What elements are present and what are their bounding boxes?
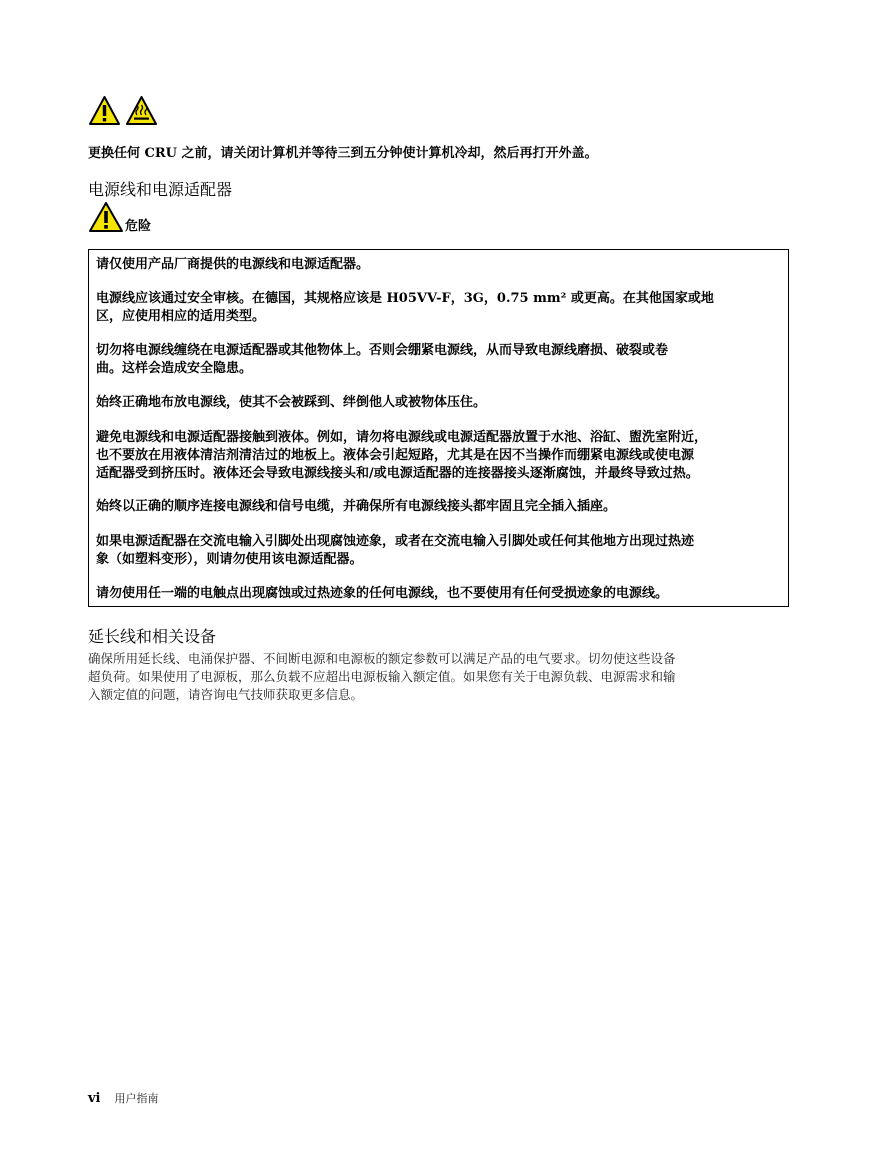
body-line: 超负荷。如果使用了电源板，那么负载不应超出电源板输入额定值。如果您有关于电源负载、电源需求和输 — [88, 669, 676, 684]
paragraph-line: 如果电源适配器在交流电输入引脚处出现腐蚀迹象，或者在交流电输入引脚处或任何其他地方出现过热迹 — [96, 534, 695, 549]
danger-label: 危险 — [125, 219, 152, 234]
body-line: 入额定值的问题，请咨询电气技师获取更多信息。 — [88, 687, 364, 702]
danger-paragraph — [96, 394, 786, 412]
paragraph-line: 始终正确地布放电源线，使其不会被踩到、绊倒他人或被物体压住。 — [96, 395, 487, 410]
paragraph-line: 请勿使用任一端的电触点出现腐蚀或过热迹象的任何电源线，也不要使用有任何受损迹象的电源线。 — [96, 586, 669, 601]
paragraph-line: 请仅使用产品厂商提供的电源线和电源适配器。 — [96, 257, 370, 272]
danger-paragraph — [96, 498, 786, 516]
danger-paragraph — [96, 342, 786, 378]
danger-paragraph — [96, 290, 786, 326]
danger-notice — [88, 201, 151, 237]
paragraph-line: 曲。这样会造成安全隐患。 — [96, 361, 253, 376]
danger-paragraph — [96, 533, 786, 569]
warning-triangle-icon — [88, 201, 124, 237]
paragraph-line: 象（如塑料变形），则请勿使用该电源适配器。 — [96, 552, 363, 567]
paragraph-line: 也不要放在用液体清洁剂清洁过的地板上。液体会引起短路，尤其是在因不当操作而绷紧电源线或使电源 — [96, 448, 695, 463]
page-footer — [88, 1090, 159, 1106]
paragraph-line: 避免电源线和电源适配器接触到液体。例如，请勿将电源线或电源适配器放置于水池、浴缸、盥洗室附近， — [96, 430, 708, 445]
paragraph-line: 区，应使用相应的适用类型。 — [96, 309, 266, 324]
paragraph-line: 电源线应该通过安全审核。在德国，其规格应该是 H05VV-F，3G，0.75 mm² 或更高。在其他国家或地 — [96, 291, 714, 306]
extension-section-body — [88, 650, 793, 704]
paragraph-line: 切勿将电源线缠绕在电源适配器或其他物体上。否则会绷紧电源线，从而导致电源线磨损、破裂或卷 — [96, 343, 669, 358]
danger-paragraph — [96, 429, 786, 483]
paragraph-line: 适配器受到挤压时。液体还会导致电源线接头和/或电源适配器的连接器接头逐渐腐蚀，并最终导致过热。 — [96, 466, 699, 481]
power-section-heading: 电源线和电源适配器 — [88, 180, 233, 199]
warning-triangle-icon — [88, 95, 121, 127]
danger-paragraph — [96, 256, 786, 274]
danger-paragraph — [96, 585, 786, 603]
cru-warning-text: 更换任何 CRU 之前，请关闭计算机并等待三到五分钟使计算机冷却，然后再打开外盖。 — [88, 146, 598, 161]
paragraph-line: 始终以正确的顺序连接电源线和信号电缆，并确保所有电源线接头都牢固且完全插入插座。 — [96, 499, 617, 514]
body-line: 确保所用延长线、电涌保护器、不间断电源和电源板的额定参数可以满足产品的电气要求。切勿使这些设备 — [88, 651, 676, 666]
guide-name: 用户指南 — [114, 1092, 159, 1105]
hot-surface-icon — [125, 95, 158, 127]
warning-icons — [88, 95, 158, 127]
page-number: vi — [88, 1091, 101, 1106]
extension-section-heading: 延长线和相关设备 — [88, 627, 217, 646]
